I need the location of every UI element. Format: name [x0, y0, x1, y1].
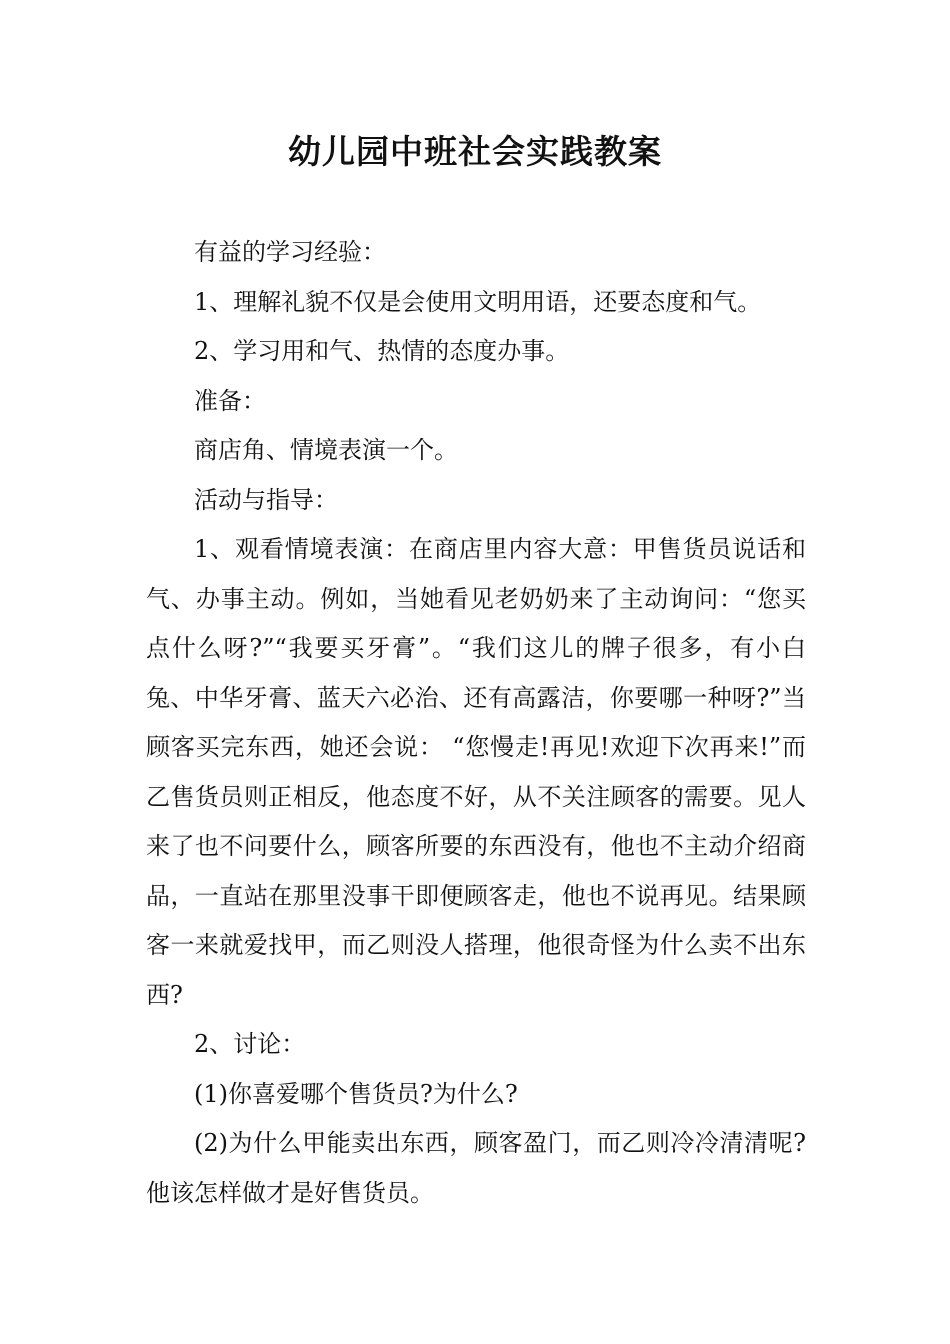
paragraph-question-2: (2)为什么甲能卖出东西，顾客盈门，而乙则冷冷清清呢?他该怎样做才是好售货员。 — [146, 1129, 806, 1207]
paragraph-activity-header: 活动与指导： — [194, 485, 338, 514]
paragraph-goal-1: 1、理解礼貌不仅是会使用文明用语，还要态度和气。 — [194, 287, 762, 316]
document-body — [146, 228, 806, 1218]
paragraph-discussion-header: 2、讨论： — [194, 1030, 306, 1058]
document-title: 幼儿园中班社会实践教案 — [288, 132, 662, 171]
paragraph-prep-content: 商店角、情境表演一个。 — [194, 436, 458, 464]
paragraph-goal-2: 2、学习用和气、热情的态度办事。 — [194, 337, 570, 365]
paragraph-question-1: (1)你喜爱哪个售货员?为什么? — [194, 1079, 518, 1108]
paragraph-activity-1: 1、观看情境表演：在商店里内容大意：甲售货员说话和气、办事主动。例如，当她看见老奶奶来了主动询问：“您买点什么呀?”“我要买牙膏”。“我们这儿的牌子很多，有小白兔、中华牙膏、蓝天六必治、还有高露洁，你要哪一种呀?”当顾客买完东西，她还会说： “您慢走!再见!欢迎下次再来!”而乙售货员则正相反，他态度不好，从不关注顾客的需要。见人来了也不问要什么，顾客所要的东西没有，他也不主动介绍商品，一直站在那里没事干即便顾客走，他也不说再见。结果顾客一来就爱找甲，而乙则没人搭理，他很奇怪为什么卖不出东西? — [146, 535, 806, 1009]
paragraph-prep-header: 准备： — [194, 386, 266, 415]
paragraph-learning-header: 有益的学习经验： — [194, 238, 386, 266]
